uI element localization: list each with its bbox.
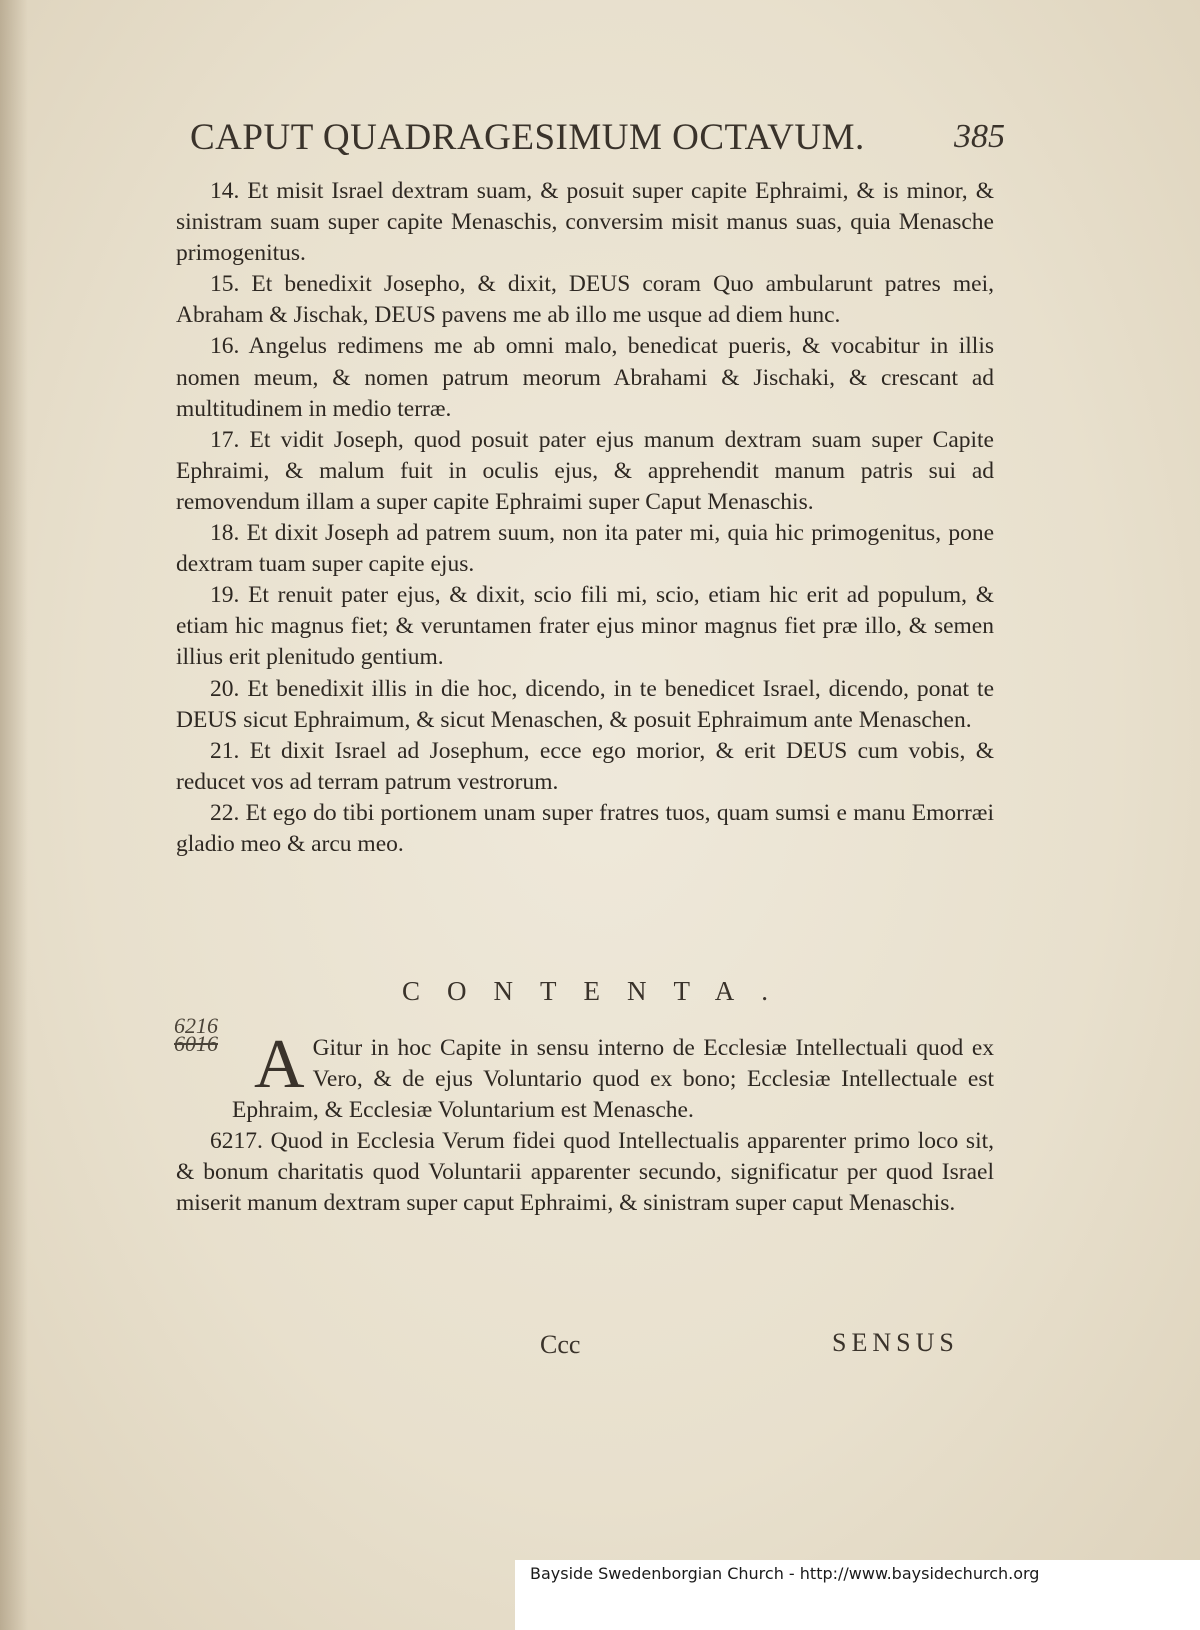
- verse-20: 20. Et benedixit illis in die hoc, dicendo, in te benedicet Israel, dicendo, ponat te DEUS sicut Ephraimum, & sicut Menaschen, & posuit Ephraimum ante Menaschen.: [176, 675, 994, 733]
- annotation-number: 6216: [174, 1013, 218, 1038]
- verse-15: 15. Et benedixit Josepho, & dixit, DEUS coram Quo ambularunt patres mei, Abraham & Jischak, DEUS pavens me ab illo me usque ad diem hunc.: [176, 271, 994, 329]
- verse-22: 22. Et ego do tibi portionem unam super fratres tuos, quam sumsi e manu Emorræi gladio meo & arcu meo.: [176, 799, 994, 857]
- drop-cap: A: [254, 1026, 305, 1103]
- verse-16: 16. Angelus redimens me ab omni malo, benedicat pueris, & vocabitur in illis nomen meum, & nomen patrum meorum Abrahami & Jischaki, & crescant ad multitudinem in medio terræ.: [176, 333, 994, 422]
- verse-block: [176, 176, 994, 860]
- verse-14: 14. Et misit Israel dextram suam, & posuit super capite Ephraimi, & is minor, & sinistram suam super capite Menaschis, conversim misit manus suas, quia Menasche primogenitus.: [176, 178, 994, 267]
- page-header: [190, 116, 1005, 160]
- verse-18: 18. Et dixit Joseph ad patrem suum, non ita pater mi, quia hic primogenitus, pone dextram tuam super capite ejus.: [176, 520, 994, 578]
- page-number: 385: [954, 118, 1005, 155]
- verse-17: 17. Et vidit Joseph, quod posuit pater ejus manum dextram suam super Capite Ephraimi, & malum fuit in oculis ejus, & apprehendit manum patris sui ad removendum illam a super capite Ephraimi super Caput Menaschis.: [176, 426, 994, 515]
- credit-line: Bayside Swedenborgian Church - http://www.baysidechurch.org: [530, 1564, 1040, 1583]
- struck-number: 6016: [174, 1031, 218, 1056]
- contenta-block: [174, 1013, 994, 1220]
- running-head: CAPUT QUADRAGESIMUM OCTAVUM.: [190, 117, 865, 158]
- verse-21: 21. Et dixit Israel ad Josephum, ecce ego morior, & erit DEUS cum vobis, & reducet vos ad terram patrum vestrorum.: [176, 737, 994, 795]
- handwritten-annotation: [174, 1013, 218, 1056]
- paragraph-6217: 6217. Quod in Ecclesia Verum fidei quod Intellectualis apparenter primo loco sit, & bonum charitatis quod Voluntarii apparenter secundo, significatur per quod Israel miserit manum dextram super caput Ephraimi, & sinistram super caput Menaschis.: [176, 1128, 994, 1217]
- section-heading: CONTENTA.: [401, 976, 796, 1006]
- verse-19: 19. Et renuit pater ejus, & dixit, scio fili mi, scio, etiam hic erit ad populum, & etiam hic magnus fiet; & veruntamen frater ejus minor magnus fiet præ illo, & semen illius erit plenitudo gentium.: [176, 582, 994, 671]
- paragraph-6216: [174, 1013, 994, 1126]
- signature-mark: Ccc: [540, 1330, 581, 1359]
- binding-shadow: [0, 0, 28, 1630]
- paragraph-text: Gitur in hoc Capite in sensu interno de Ecclesiæ Intellectuali quod ex Vero, & de ejus Voluntario quod ex bono; Ecclesiæ Intellectuale est Ephraim, & Ecclesiæ Voluntarium est Menasche.: [232, 1035, 994, 1124]
- catchword: SENSUS: [832, 1328, 959, 1357]
